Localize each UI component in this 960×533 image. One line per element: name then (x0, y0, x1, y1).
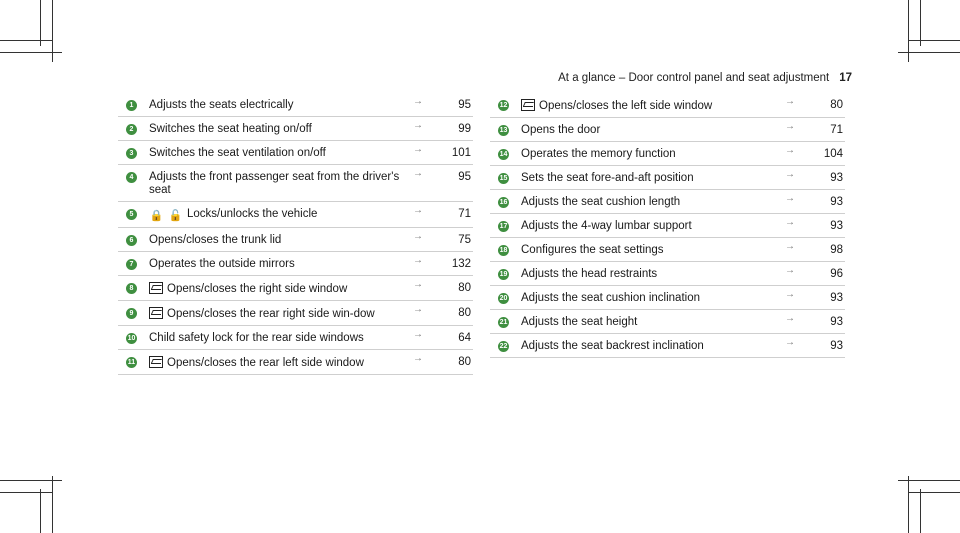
page-reference-arrow: → (413, 353, 423, 364)
page-reference-link[interactable]: 93 (830, 340, 843, 352)
page-reference-link[interactable]: 95 (458, 171, 471, 183)
page-number: 17 (839, 72, 852, 84)
item-description (521, 268, 785, 281)
item-text: Opens/closes the right side window (167, 283, 348, 295)
page-reference-arrow: → (785, 193, 795, 204)
page-reference-link[interactable]: 93 (830, 316, 843, 328)
page-reference-arrow: → (785, 313, 795, 324)
legend-row (118, 117, 473, 141)
crop-mark (908, 492, 960, 493)
page-reference-link[interactable]: 101 (451, 147, 471, 159)
page-reference-link[interactable]: 71 (458, 208, 471, 220)
item-text: Adjusts the front passenger seat from the driver's seat (149, 171, 400, 196)
item-number-badge: 14 (499, 151, 508, 158)
page-reference-link[interactable]: 93 (830, 220, 843, 232)
page-reference-arrow: → (413, 279, 423, 290)
crop-mark (908, 476, 909, 533)
item-number-badge: 6 (126, 235, 137, 246)
page-reference-arrow: → (413, 231, 423, 242)
page-reference-link[interactable]: 96 (830, 268, 843, 280)
item-number-badge: 20 (499, 295, 508, 302)
page-reference-link[interactable]: 93 (830, 196, 843, 208)
page-reference-arrow: → (413, 205, 423, 216)
legend-row (490, 190, 845, 214)
page-reference-link[interactable]: 99 (458, 123, 471, 135)
page-reference-link[interactable]: 80 (830, 99, 843, 111)
item-number-badge: 2 (126, 124, 137, 135)
legend-row (118, 165, 473, 202)
legend-row (118, 350, 473, 375)
page-reference-arrow: → (785, 145, 795, 156)
item-text: Adjusts the seat cushion inclination (521, 292, 700, 304)
item-text: Locks/unlocks the vehicle (187, 208, 318, 220)
item-number-badge: 16 (499, 199, 508, 206)
lock-icon: 🔒 (149, 210, 164, 222)
legend-row (118, 301, 473, 326)
item-number-badge: 7 (126, 259, 137, 270)
crop-mark (920, 489, 921, 533)
item-text: Adjusts the seat backrest inclination (521, 340, 704, 352)
item-number-badge: 4 (126, 172, 137, 183)
item-number-badge: 13 (499, 127, 508, 134)
item-text: Operates the memory function (521, 148, 676, 160)
page-reference-arrow: → (413, 255, 423, 266)
item-text: Opens/closes the rear left side window (167, 357, 364, 369)
item-description (149, 208, 413, 223)
item-description (149, 99, 413, 112)
crop-mark (898, 480, 960, 481)
crop-mark (52, 476, 53, 533)
crop-mark (0, 40, 52, 41)
page-reference-arrow: → (413, 329, 423, 340)
item-number-badge: 5 (126, 209, 137, 220)
item-description (521, 124, 785, 137)
page-reference-arrow: → (413, 96, 423, 107)
item-text: Sets the seat fore-and-aft position (521, 172, 694, 184)
legend-row (490, 238, 845, 262)
item-text: Switches the seat ventilation on/off (149, 147, 326, 159)
page-reference-arrow: → (785, 121, 795, 132)
item-text: Opens/closes the rear right side win-dow (167, 308, 375, 320)
page-reference-arrow: → (785, 241, 795, 252)
item-description (149, 307, 413, 321)
item-number-badge: 10 (127, 335, 136, 342)
legend-row (118, 202, 473, 228)
item-number-badge: 1 (126, 100, 137, 111)
item-number-badge: 17 (499, 223, 508, 230)
header-title: At a glance – Door control panel and seat adjustment (558, 72, 830, 84)
page-reference-arrow: → (413, 304, 423, 315)
item-description (149, 258, 413, 271)
legend-row (118, 252, 473, 276)
page-reference-arrow: → (785, 96, 795, 107)
window-switch-icon (521, 99, 535, 111)
crop-mark (0, 492, 52, 493)
item-text: Opens the door (521, 124, 601, 136)
item-description (521, 148, 785, 161)
item-text: Adjusts the head restraints (521, 268, 658, 280)
page-reference-link[interactable]: 98 (830, 244, 843, 256)
item-number-badge: 15 (499, 175, 508, 182)
item-text: Opens/closes the trunk lid (149, 234, 282, 246)
legend-row (118, 276, 473, 301)
item-description (149, 171, 413, 197)
item-description (521, 172, 785, 185)
page-reference-arrow: → (413, 120, 423, 131)
page-reference-link[interactable]: 75 (458, 234, 471, 246)
page-reference-link[interactable]: 80 (458, 282, 471, 294)
legend-row (490, 118, 845, 142)
legend-row (118, 228, 473, 252)
page-reference-arrow: → (413, 144, 423, 155)
item-number-badge: 18 (499, 247, 508, 254)
legend-row (490, 310, 845, 334)
item-number-badge: 22 (499, 343, 508, 350)
item-text: Operates the outside mirrors (149, 258, 295, 270)
legend-row (490, 166, 845, 190)
item-description (521, 99, 785, 113)
page-reference-arrow: → (785, 217, 795, 228)
item-number-badge: 19 (499, 271, 508, 278)
page-reference-link[interactable]: 71 (830, 124, 843, 136)
legend-list-left (118, 93, 473, 375)
legend-row (490, 214, 845, 238)
item-number-badge: 8 (126, 283, 137, 294)
legend-row (490, 142, 845, 166)
running-header (558, 72, 852, 84)
page-reference-link[interactable]: 93 (830, 292, 843, 304)
page-reference-arrow: → (785, 337, 795, 348)
item-description (521, 196, 785, 209)
page-reference-link[interactable]: 132 (451, 258, 471, 270)
item-text: Switches the seat heating on/off (149, 123, 312, 135)
item-description (521, 244, 785, 257)
item-text: Adjusts the 4-way lumbar support (521, 220, 692, 232)
item-text: Adjusts the seat cushion length (521, 196, 681, 208)
item-description (149, 234, 413, 247)
crop-mark (0, 52, 62, 53)
crop-mark (908, 40, 960, 41)
crop-mark (0, 480, 62, 481)
item-number-badge: 11 (127, 359, 136, 366)
page-reference-arrow: → (413, 168, 423, 179)
item-description (521, 340, 785, 353)
item-description (521, 292, 785, 305)
page-reference-link[interactable]: 80 (458, 356, 471, 368)
window-switch-icon (149, 307, 163, 319)
item-text: Adjusts the seats electrically (149, 99, 294, 111)
item-text: Configures the seat settings (521, 244, 664, 256)
page-reference-arrow: → (785, 265, 795, 276)
window-switch-icon (149, 356, 163, 368)
item-description (149, 147, 413, 160)
item-text: Adjusts the seat height (521, 316, 638, 328)
legend-row (490, 334, 845, 358)
page-reference-arrow: → (785, 289, 795, 300)
item-text: Child safety lock for the rear side windows (149, 332, 364, 344)
item-description (521, 220, 785, 233)
item-text: Opens/closes the left side window (539, 100, 713, 112)
item-description (149, 123, 413, 136)
page-reference-link[interactable]: 64 (458, 332, 471, 344)
legend-row (118, 326, 473, 350)
unlock-icon: 🔓 (168, 210, 183, 222)
item-description (149, 356, 413, 370)
page-reference-link[interactable]: 93 (830, 172, 843, 184)
window-switch-icon (149, 282, 163, 294)
crop-mark (898, 52, 960, 53)
item-description (521, 316, 785, 329)
item-number-badge: 9 (126, 308, 137, 319)
item-description (149, 282, 413, 296)
legend-row (118, 141, 473, 165)
legend-row (118, 93, 473, 117)
item-number-badge: 21 (499, 319, 508, 326)
legend-list-right (490, 93, 845, 358)
item-description (149, 332, 413, 345)
page-reference-link[interactable]: 80 (458, 307, 471, 319)
item-number-badge: 12 (499, 102, 508, 109)
crop-mark (40, 489, 41, 533)
legend-row (490, 286, 845, 310)
legend-row (490, 93, 845, 118)
page-reference-arrow: → (785, 169, 795, 180)
page-reference-link[interactable]: 95 (458, 99, 471, 111)
item-number-badge: 3 (126, 148, 137, 159)
page-reference-link[interactable]: 104 (823, 148, 843, 160)
legend-row (490, 262, 845, 286)
